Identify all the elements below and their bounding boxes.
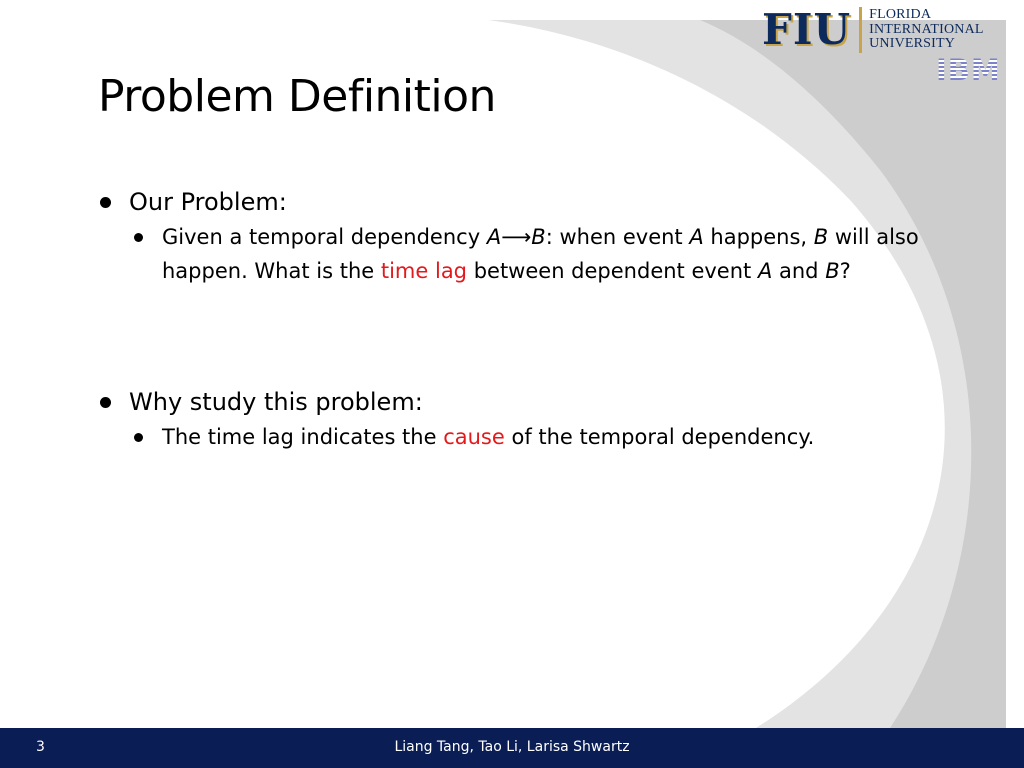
text-run: ? — [839, 259, 851, 283]
slide-title: Problem Definition — [98, 71, 496, 122]
highlight-term: cause — [443, 425, 505, 449]
text-run: Given a temporal dependency — [162, 225, 487, 249]
text-run: between dependent event — [467, 259, 758, 283]
fiu-logo-wordmark — [869, 8, 984, 52]
event-variable: A — [486, 225, 502, 249]
text-run: happens, — [703, 225, 814, 249]
text-run: of the temporal dependency. — [504, 425, 815, 449]
fiu-logo-line: INTERNATIONAL — [869, 21, 984, 37]
text-run: : when event — [545, 225, 690, 249]
fiu-logo — [762, 6, 984, 54]
event-variable: B — [813, 225, 829, 249]
fiu-logo-line: UNIVERSITY — [869, 36, 956, 52]
footer-bar — [0, 728, 1024, 768]
slide-body — [100, 184, 930, 454]
sub-bullet-dot-icon — [134, 233, 143, 242]
ibm-logo: IBM — [936, 53, 1001, 87]
bullet-dot-icon — [100, 197, 111, 208]
bullet-item — [100, 184, 930, 220]
event-variable: B — [825, 259, 840, 283]
text-run: and — [772, 259, 826, 283]
event-variable: A — [757, 259, 773, 283]
sub-bullet-dot-icon — [134, 433, 143, 442]
text-run: The time lag indicates the — [162, 425, 444, 449]
text-run: will also happen. What is the — [162, 225, 919, 283]
arrow-symbol: ⟶ — [501, 225, 532, 249]
highlight-term: time lag — [380, 259, 468, 283]
bullet-item — [100, 384, 930, 420]
fiu-logo-divider — [859, 7, 862, 53]
bullet-dot-icon — [100, 397, 111, 408]
bullet-heading: Our Problem: — [129, 188, 287, 216]
event-variable: B — [531, 225, 546, 249]
fiu-logo-line: FLORIDA — [869, 7, 932, 23]
page-number: 3 — [36, 739, 45, 755]
sub-bullet-item — [100, 220, 930, 288]
sub-bullet-item — [100, 420, 930, 454]
footer-authors: Liang Tang, Tao Li, Larisa Shwartz — [394, 739, 630, 755]
event-variable: A — [689, 225, 704, 249]
bullet-heading: Why study this problem: — [129, 388, 423, 416]
fiu-logo-mark: FIU — [762, 5, 852, 54]
